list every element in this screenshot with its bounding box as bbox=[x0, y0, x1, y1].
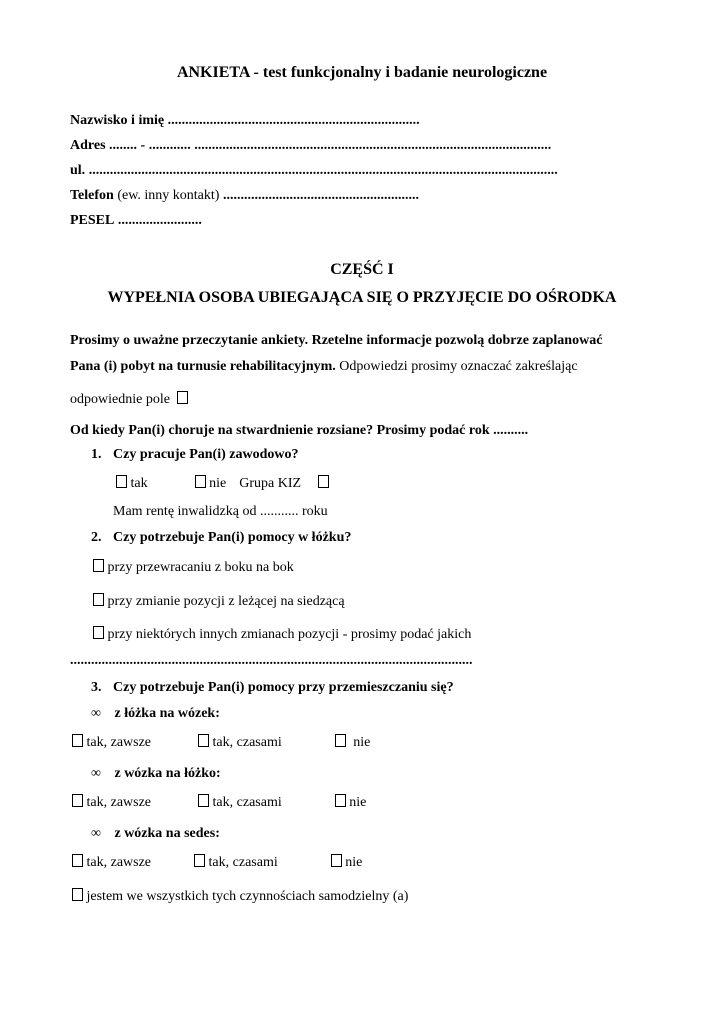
street-field[interactable] bbox=[70, 162, 558, 180]
name-label: Nazwisko i imię bbox=[70, 113, 165, 128]
q1-number: 1. bbox=[91, 447, 102, 462]
pesel-dots: ........................ bbox=[117, 213, 202, 228]
q3-sub3-sometimes-label: tak, czasami bbox=[208, 855, 278, 870]
q1-group-checkbox[interactable] bbox=[318, 475, 329, 488]
q3-sub2-sometimes-label: tak, czasami bbox=[212, 795, 282, 810]
q2-opt1-checkbox[interactable] bbox=[93, 559, 104, 572]
address-label: Adres bbox=[70, 138, 106, 153]
q3-sub1-sometimes-label: tak, czasami bbox=[212, 735, 282, 750]
q3-sub3 bbox=[91, 825, 220, 843]
q3-sub1-sometimes-checkbox[interactable] bbox=[198, 734, 209, 747]
q1-options bbox=[116, 475, 329, 493]
part-heading: CZĘŚĆ I bbox=[330, 261, 394, 278]
q2-opt2-label: przy zmianie pozycji z leżącej na siedzącą bbox=[107, 594, 345, 609]
q3-sub2-always-label: tak, zawsze bbox=[86, 795, 152, 810]
q3-sub2 bbox=[91, 765, 221, 783]
intro-line-2 bbox=[70, 358, 578, 376]
q2-text: Czy potrzebuje Pan(i) pomocy w łóżku? bbox=[113, 530, 352, 545]
example-checkbox bbox=[177, 391, 188, 404]
name-field[interactable] bbox=[70, 112, 420, 130]
q3-sub1-no-label: nie bbox=[353, 735, 371, 750]
q3-sub2-always-checkbox[interactable] bbox=[72, 794, 83, 807]
q3-independent[interactable] bbox=[72, 888, 408, 906]
q2-opt3-label: przy niektórych innych zmianach pozycji - prosimy podać jakich bbox=[107, 627, 472, 642]
bullet-icon: ∞ bbox=[91, 826, 101, 841]
q3-sub3-sometimes-checkbox[interactable] bbox=[194, 854, 205, 867]
q1-text: Czy pracuje Pan(i) zawodowo? bbox=[113, 447, 299, 462]
name-dots: ........................................................................ bbox=[167, 113, 420, 128]
intro-line-2-bold: Pana (i) pobyt na turnusie rehabilitacyjnym. bbox=[70, 359, 336, 374]
street-label: ul. bbox=[70, 163, 86, 178]
intro-line-3 bbox=[70, 391, 188, 409]
since-question[interactable]: Od kiedy Pan(i) choruje na stwardnienie rozsiane? Prosimy podać rok .......... bbox=[70, 423, 529, 438]
q3-sub1-options bbox=[72, 734, 370, 752]
q2-opt3-checkbox[interactable] bbox=[93, 626, 104, 639]
street-dots: ...................................................................................................................................... bbox=[88, 163, 558, 178]
q3-sub3-label: z wózka na sedes: bbox=[114, 826, 220, 841]
q2-number: 2. bbox=[91, 530, 102, 545]
q3-sub3-no-label: nie bbox=[345, 855, 363, 870]
q2-opt2-checkbox[interactable] bbox=[93, 593, 104, 606]
intro-line-1: Prosimy o uważne przeczytanie ankiety. Rzetelne informacje pozwolą dobrze zaplanować bbox=[70, 333, 603, 348]
q2-option-2[interactable] bbox=[93, 593, 345, 611]
q3-independent-label: jestem we wszystkich tych czynnościach samodzielny (a) bbox=[86, 889, 409, 904]
q2-opt1-label: przy przewracaniu z boku na bok bbox=[107, 560, 294, 575]
q3-sub1-always-checkbox[interactable] bbox=[72, 734, 83, 747]
pesel-field[interactable] bbox=[70, 212, 202, 230]
phone-label: Telefon bbox=[70, 188, 114, 203]
q1-no-checkbox[interactable] bbox=[195, 475, 206, 488]
bullet-icon: ∞ bbox=[91, 706, 101, 721]
phone-note: (ew. inny kontakt) bbox=[117, 188, 220, 203]
pesel-label: PESEL bbox=[70, 213, 115, 228]
q1-pension[interactable]: Mam rentę inwalidzką od ........... roku bbox=[113, 504, 328, 519]
q3-sub3-always-checkbox[interactable] bbox=[72, 854, 83, 867]
q3-number: 3. bbox=[91, 680, 102, 695]
q3-sub2-no-checkbox[interactable] bbox=[335, 794, 346, 807]
q2-option-3[interactable] bbox=[93, 626, 471, 644]
q3-sub1-always-label: tak, zawsze bbox=[86, 735, 152, 750]
address-dots: ........ - ............ ...................................................................................................... bbox=[109, 138, 552, 153]
q2-option-1[interactable] bbox=[93, 559, 294, 577]
q1-no-label: nie bbox=[209, 476, 227, 491]
q1-yes-checkbox[interactable] bbox=[116, 475, 127, 488]
q2-dots[interactable]: ................................................................................................................... bbox=[70, 653, 473, 668]
bullet-icon: ∞ bbox=[91, 766, 101, 781]
q3-sub3-no-checkbox[interactable] bbox=[331, 854, 342, 867]
q1-group-label: Grupa KIZ bbox=[239, 476, 302, 491]
phone-dots: ........................................................ bbox=[222, 188, 419, 203]
q3-sub1-label: z łóżka na wózek: bbox=[114, 706, 220, 721]
intro-line-3-text: odpowiednie pole bbox=[70, 392, 170, 407]
q3-sub3-always-label: tak, zawsze bbox=[86, 855, 152, 870]
q3-sub2-label: z wózka na łóżko: bbox=[114, 766, 221, 781]
q3-sub1 bbox=[91, 705, 220, 723]
part-subheading: WYPEŁNIA OSOBA UBIEGAJĄCA SIĘ O PRZYJĘCIE DO OŚRODKA bbox=[107, 289, 617, 306]
q3-sub2-sometimes-checkbox[interactable] bbox=[198, 794, 209, 807]
q3-sub2-options bbox=[72, 794, 366, 812]
q3-sub3-options bbox=[72, 854, 362, 872]
document-title: ANKIETA - test funkcjonalny i badanie neurologiczne bbox=[176, 64, 548, 81]
q3-sub2-no-label: nie bbox=[349, 795, 367, 810]
intro-line-2-normal: Odpowiedzi prosimy oznaczać zakreślając bbox=[339, 359, 578, 374]
q3-text: Czy potrzebuje Pan(i) pomocy przy przemieszczaniu się? bbox=[113, 680, 454, 695]
q3-independent-checkbox[interactable] bbox=[72, 888, 83, 901]
q1-yes-label: tak bbox=[130, 476, 148, 491]
phone-field[interactable] bbox=[70, 187, 419, 205]
q3-sub1-no-checkbox[interactable] bbox=[335, 734, 346, 747]
address-field[interactable] bbox=[70, 137, 551, 155]
